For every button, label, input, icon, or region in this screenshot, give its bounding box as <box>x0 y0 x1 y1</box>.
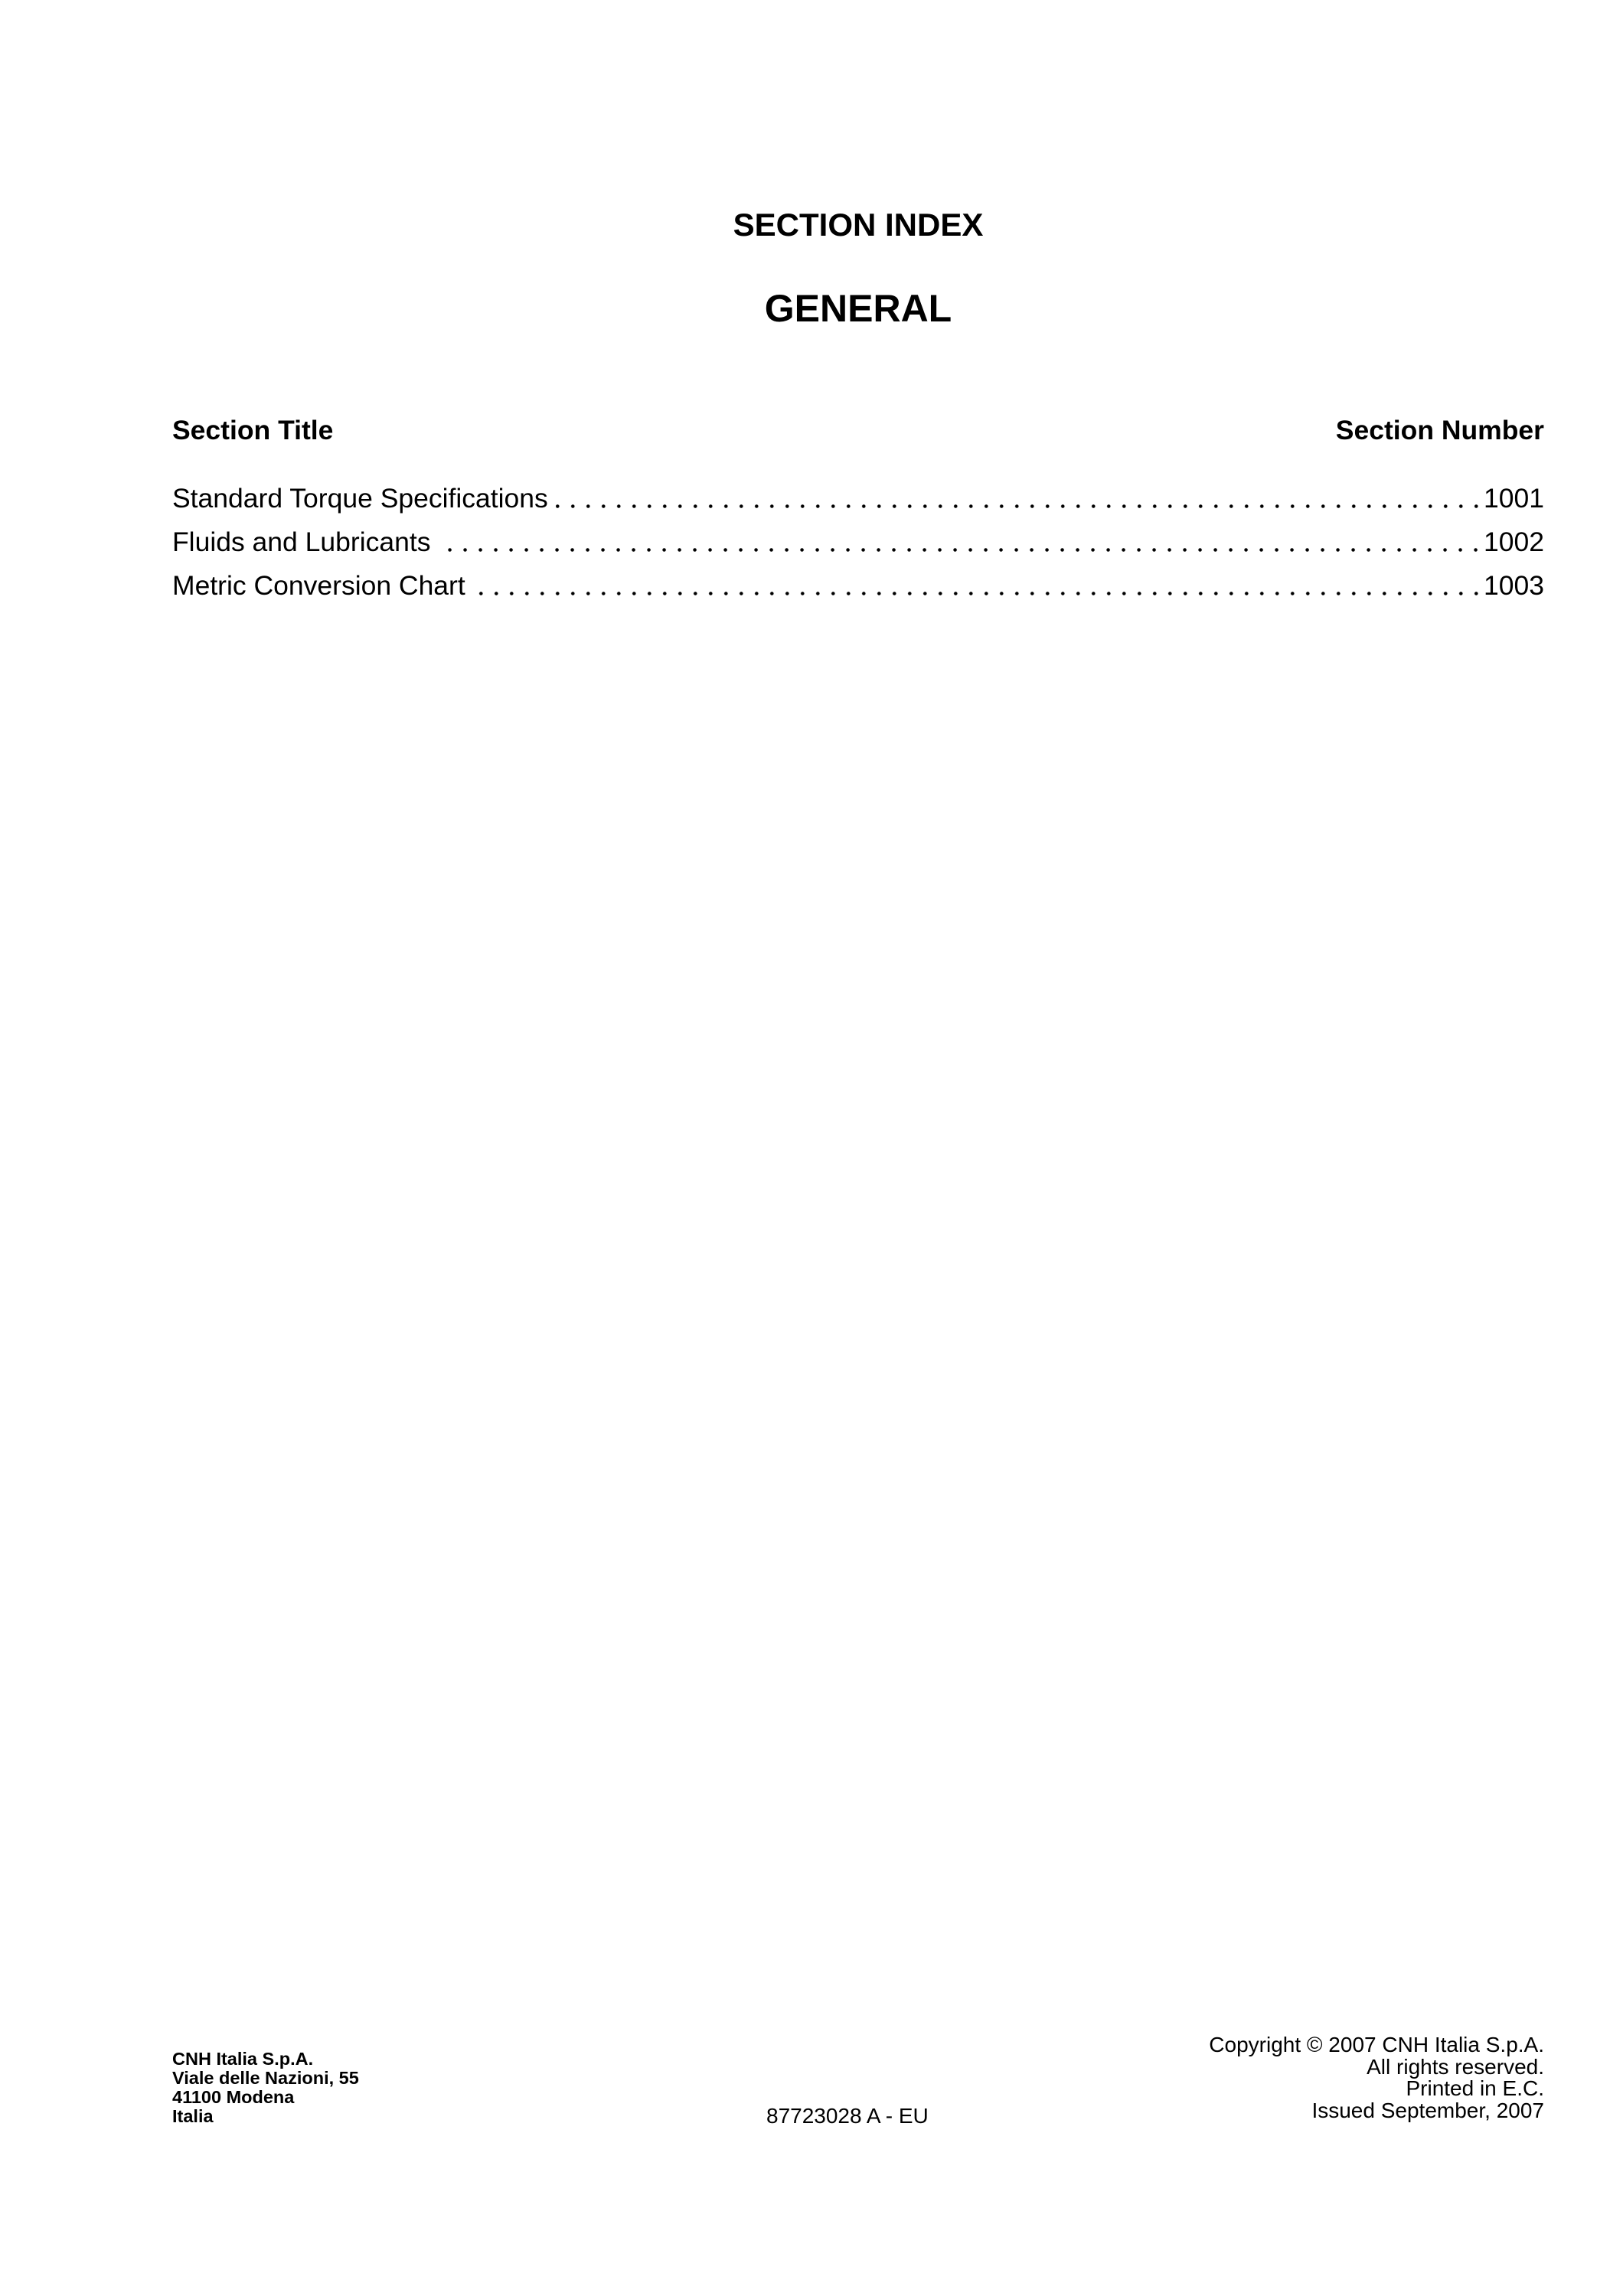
printed-line: Printed in E.C. <box>1406 2076 1544 2101</box>
index-entry-title: Metric Conversion Chart <box>172 570 465 601</box>
dot-leader <box>473 564 1484 608</box>
address-line-country: Italia <box>172 2106 214 2126</box>
index-entry <box>172 477 1544 520</box>
index-entry-title: Fluids and Lubricants <box>172 527 431 557</box>
index-entry-title: Standard Torque Specifications <box>172 483 548 514</box>
section-name-heading: GENERAL <box>764 287 952 330</box>
dot-leader <box>438 520 1484 564</box>
index-entry <box>172 520 1544 564</box>
address-line-street: Viale delle Nazioni, 55 <box>172 2068 359 2088</box>
index-column-headers <box>172 413 1544 447</box>
issue-date-line: Issued September, 2007 <box>1311 2099 1544 2123</box>
column-header-section-title: Section Title <box>172 415 334 445</box>
index-entry-number: 1003 <box>1484 570 1544 601</box>
copyright-block <box>1209 2034 1544 2122</box>
address-line-company: CNH Italia S.p.A. <box>172 2049 314 2069</box>
index-entry-number: 1002 <box>1484 527 1544 557</box>
column-header-section-number: Section Number <box>1335 415 1544 445</box>
publisher-address <box>172 2050 359 2126</box>
index-list <box>172 477 1544 608</box>
index-entry-number: 1001 <box>1484 483 1544 514</box>
address-line-city: 41100 Modena <box>172 2087 295 2107</box>
rights-line: All rights reserved. <box>1367 2054 1544 2079</box>
section-index-heading: SECTION INDEX <box>733 207 984 243</box>
dot-leader <box>556 477 1484 520</box>
document-code: 87723028 A - EU <box>766 2104 929 2128</box>
index-entry <box>172 564 1544 608</box>
copyright-line: Copyright © 2007 CNH Italia S.p.A. <box>1209 2033 1544 2056</box>
